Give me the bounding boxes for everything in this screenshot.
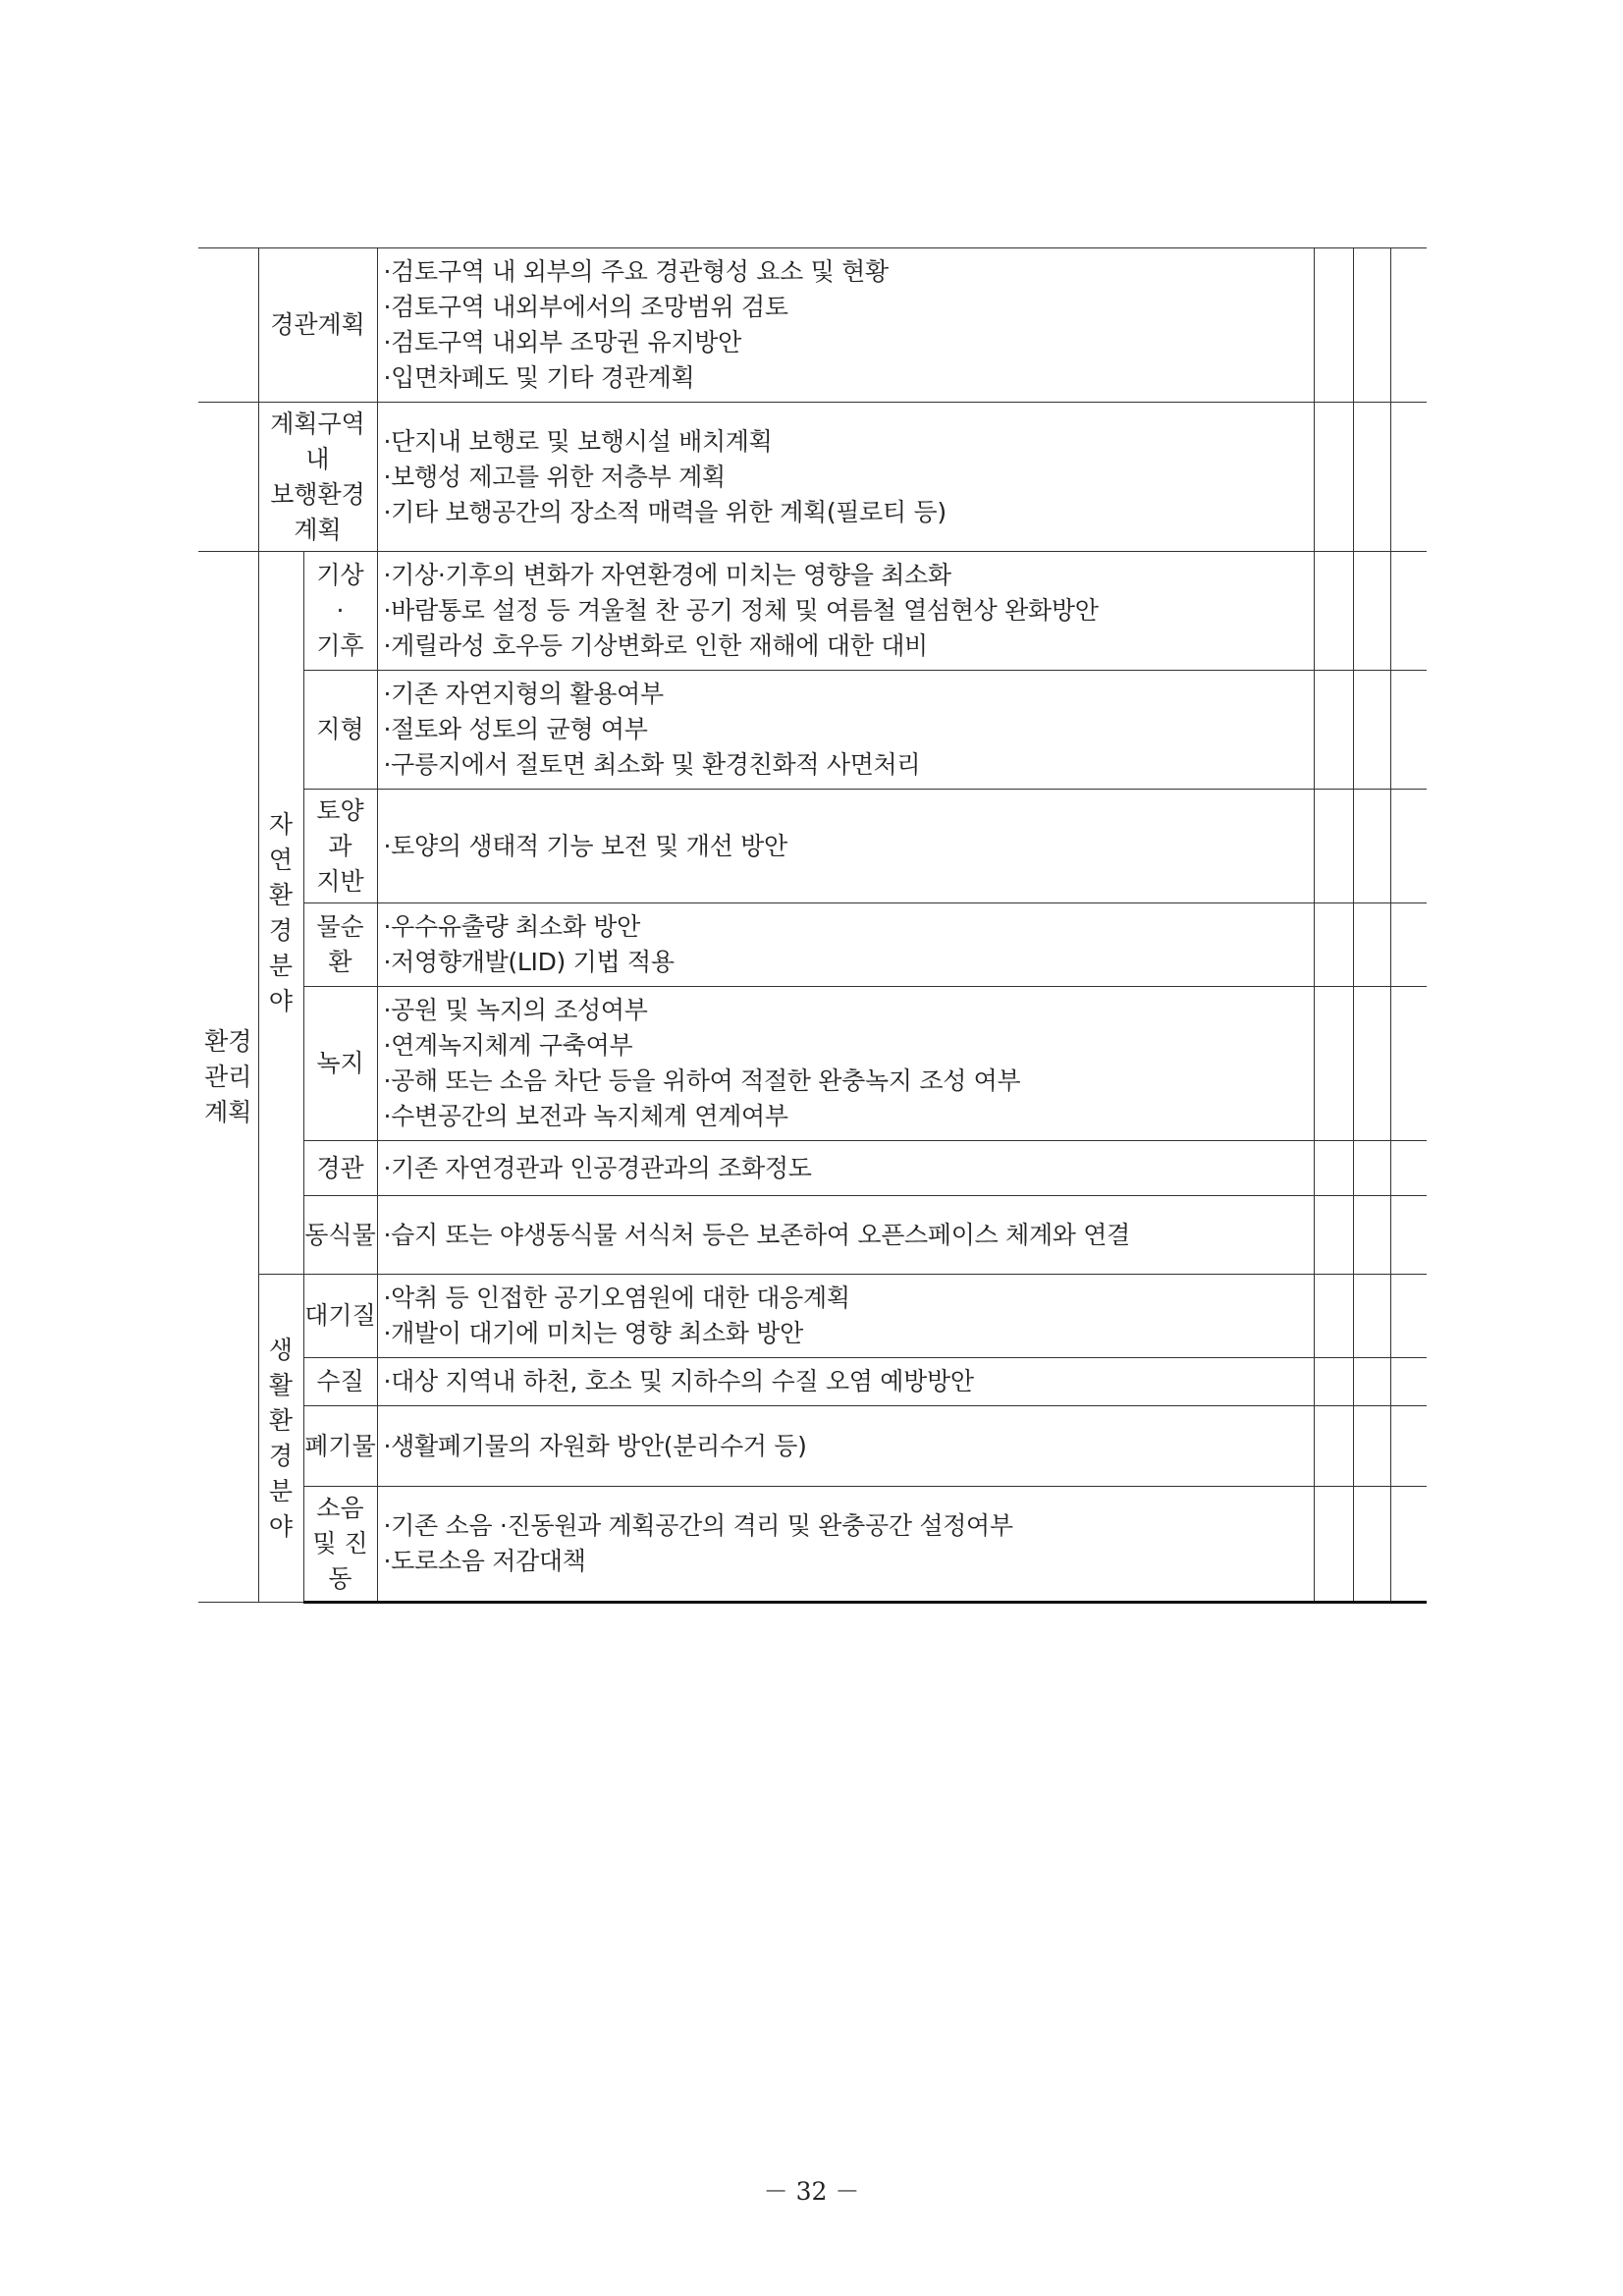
subcategory-line: 기후 xyxy=(316,631,364,660)
subcategory-line: 동식물 xyxy=(304,1220,376,1249)
check-item: ·게릴라성 호우등 기상변화로 인한 재해에 대한 대비 xyxy=(383,631,928,660)
check-item: ·검토구역 내 외부의 주요 경관형성 요소 및 현황 xyxy=(383,257,889,286)
category-label xyxy=(258,403,377,552)
env-plan-label-line: 환경 xyxy=(204,1026,252,1056)
table-row xyxy=(198,1196,1427,1275)
check-item: ·검토구역 내외부 조망권 유지방안 xyxy=(383,328,742,356)
living-env-char: 경 xyxy=(268,1441,294,1470)
check-item: ·기상·기후의 변화가 자연환경에 미치는 영향을 최소화 xyxy=(383,561,951,589)
check-item: ·공원 및 녹지의 조성여부 xyxy=(383,996,648,1024)
check-column-cell xyxy=(1314,248,1353,403)
check-item: ·절토와 성토의 균형 여부 xyxy=(383,715,648,743)
check-column-cell xyxy=(1390,1141,1427,1196)
items-cell xyxy=(377,1487,1314,1603)
section-label-cell xyxy=(198,248,258,403)
check-column-cell xyxy=(1353,552,1390,671)
check-column-cell xyxy=(1314,1487,1353,1603)
env-plan-label-line: 계획 xyxy=(204,1097,252,1126)
subcategory-line: 녹지 xyxy=(316,1049,364,1077)
check-item: ·습지 또는 야생동식물 서식처 등은 보존하여 오픈스페이스 체계와 연결 xyxy=(383,1220,1130,1249)
page-number: － 32 － xyxy=(763,2177,860,2206)
items-cell xyxy=(377,987,1314,1141)
check-column-cell xyxy=(1353,1141,1390,1196)
check-column-cell xyxy=(1314,903,1353,987)
table-row xyxy=(198,671,1427,790)
living-env-char: 활 xyxy=(268,1370,294,1399)
check-item: ·도로소음 저감대책 xyxy=(383,1547,586,1575)
table-row xyxy=(198,552,1427,671)
subcategory-line: 지형 xyxy=(316,715,364,743)
check-column-cell xyxy=(1353,1275,1390,1358)
living-env-char: 분 xyxy=(268,1476,294,1505)
items-cell xyxy=(377,403,1314,552)
check-column-cell xyxy=(1314,1406,1353,1487)
check-column-cell xyxy=(1353,1406,1390,1487)
items-cell xyxy=(377,790,1314,903)
items-cell xyxy=(377,1358,1314,1406)
natural-env-char: 환 xyxy=(268,880,294,909)
check-column-cell xyxy=(1353,1196,1390,1275)
subcategory-label xyxy=(303,1196,377,1275)
check-column-cell xyxy=(1353,1487,1390,1603)
subcategory-line: 물순 xyxy=(316,912,364,941)
check-item: ·입면차폐도 및 기타 경관계획 xyxy=(383,363,695,392)
check-item: ·기타 보행공간의 장소적 매력을 위한 계획(필로티 등) xyxy=(383,497,947,526)
natural-env-char: 분 xyxy=(268,951,294,980)
table-row xyxy=(198,248,1427,403)
table-row xyxy=(198,1275,1427,1358)
check-column-cell xyxy=(1314,1196,1353,1275)
env-plan-label xyxy=(198,552,258,1603)
check-column-cell xyxy=(1314,987,1353,1141)
check-column-cell xyxy=(1353,903,1390,987)
subcategory-label xyxy=(303,1275,377,1358)
check-column-cell xyxy=(1390,671,1427,790)
check-column-cell xyxy=(1314,671,1353,790)
items-cell xyxy=(377,1196,1314,1275)
check-column-cell xyxy=(1353,403,1390,552)
subcategory-label xyxy=(303,790,377,903)
subcategory-line: 지반 xyxy=(316,866,364,896)
subcategory-label xyxy=(303,552,377,671)
items-cell xyxy=(377,1406,1314,1487)
check-column-cell xyxy=(1390,248,1427,403)
subcategory-label xyxy=(303,1358,377,1406)
check-column-cell xyxy=(1353,987,1390,1141)
table-row xyxy=(198,1358,1427,1406)
check-column-cell xyxy=(1390,903,1427,987)
items-cell xyxy=(377,903,1314,987)
check-item: ·수변공간의 보전과 녹지체계 연계여부 xyxy=(383,1102,788,1130)
subcategory-label xyxy=(303,1487,377,1603)
check-column-cell xyxy=(1390,1275,1427,1358)
natural-env-char: 경 xyxy=(268,915,294,945)
subcategory-line: 소음 xyxy=(316,1494,364,1522)
items-cell xyxy=(377,1141,1314,1196)
natural-env-char: 자 xyxy=(268,809,294,839)
check-column-cell xyxy=(1353,248,1390,403)
subcategory-line: 폐기물 xyxy=(304,1431,376,1460)
living-env-char: 야 xyxy=(268,1511,294,1541)
subcategory-line: 및 진 xyxy=(312,1529,368,1558)
check-column-cell xyxy=(1390,1358,1427,1406)
natural-env-char: 연 xyxy=(268,845,294,874)
check-column-cell xyxy=(1390,1196,1427,1275)
check-column-cell xyxy=(1390,1487,1427,1603)
check-item: ·개발이 대기에 미치는 영향 최소화 방안 xyxy=(383,1319,803,1347)
natural-env-char: 야 xyxy=(268,986,294,1015)
checklist-body xyxy=(198,248,1427,1603)
check-column-cell xyxy=(1390,403,1427,552)
check-column-cell xyxy=(1314,1358,1353,1406)
check-column-cell xyxy=(1353,671,1390,790)
check-item: ·기존 자연경관과 인공경관과의 조화정도 xyxy=(383,1153,812,1182)
subcategory-line: 동 xyxy=(328,1564,352,1593)
check-column-cell xyxy=(1390,790,1427,903)
subcategory-line: 기상 xyxy=(316,561,364,589)
check-column-cell xyxy=(1314,790,1353,903)
check-item: ·연계녹지체계 구축여부 xyxy=(383,1031,633,1060)
section-label-cell xyxy=(198,403,258,552)
check-item: ·생활폐기물의 자원화 방안(분리수거 등) xyxy=(383,1431,807,1460)
living-env-label xyxy=(258,1275,303,1603)
table-row xyxy=(198,1487,1427,1603)
table-row xyxy=(198,790,1427,903)
subcategory-label xyxy=(303,903,377,987)
check-column-cell xyxy=(1314,552,1353,671)
check-item: ·단지내 보행로 및 보행시설 배치계획 xyxy=(383,426,773,456)
living-env-char: 환 xyxy=(268,1405,294,1435)
category-label-line: 계획구역내 xyxy=(270,409,365,473)
subcategory-line: 경관 xyxy=(316,1153,364,1182)
check-column-cell xyxy=(1390,552,1427,671)
subcategory-line: 토양 xyxy=(316,795,364,825)
checklist-table xyxy=(198,247,1427,1604)
check-item: ·악취 등 인접한 공기오염원에 대한 대응계획 xyxy=(383,1284,850,1312)
subcategory-label xyxy=(303,987,377,1141)
items-cell xyxy=(377,671,1314,790)
table-row xyxy=(198,1406,1427,1487)
natural-env-label xyxy=(258,552,303,1275)
table-row xyxy=(198,987,1427,1141)
check-item: ·우수유출량 최소화 방안 xyxy=(383,912,640,941)
check-item: ·저영향개발(LID) 기법 적용 xyxy=(383,948,675,976)
category-label-line: 계획 xyxy=(294,515,342,544)
subcategory-line: 대기질 xyxy=(304,1301,376,1330)
subcategory-line: · xyxy=(336,596,345,625)
check-item: ·검토구역 내외부에서의 조망범위 검토 xyxy=(383,293,788,321)
check-item: ·구릉지에서 절토면 최소화 및 환경친화적 사면처리 xyxy=(383,750,921,779)
category-label: 경관계획 xyxy=(258,248,377,403)
check-item: ·공해 또는 소음 차단 등을 위하여 적절한 완충녹지 조성 여부 xyxy=(383,1066,1021,1095)
subcategory-label xyxy=(303,1141,377,1196)
check-column-cell xyxy=(1353,790,1390,903)
subcategory-line: 과 xyxy=(328,831,352,860)
items-cell xyxy=(377,552,1314,671)
check-column-cell xyxy=(1390,1406,1427,1487)
items-cell xyxy=(377,248,1314,403)
category-label-line: 보행환경 xyxy=(270,479,365,509)
check-column-cell xyxy=(1353,1358,1390,1406)
subcategory-label xyxy=(303,671,377,790)
table-row xyxy=(198,1141,1427,1196)
check-column-cell xyxy=(1314,1141,1353,1196)
env-plan-label-line: 관리 xyxy=(204,1062,252,1091)
check-item: ·기존 자연지형의 활용여부 xyxy=(383,680,664,708)
subcategory-label xyxy=(303,1406,377,1487)
living-env-char: 생 xyxy=(268,1335,294,1364)
subcategory-line: 환 xyxy=(328,948,352,976)
check-column-cell xyxy=(1390,987,1427,1141)
table-row xyxy=(198,903,1427,987)
items-cell xyxy=(377,1275,1314,1358)
check-item: ·바람통로 설정 등 겨울철 찬 공기 정체 및 여름철 열섬현상 완화방안 xyxy=(383,596,1099,625)
check-item: ·기존 소음 ·진동원과 계획공간의 격리 및 완충공간 설정여부 xyxy=(383,1511,1013,1540)
check-item: ·보행성 제고를 위한 저층부 계획 xyxy=(383,462,726,491)
table-row xyxy=(198,403,1427,552)
check-item: ·토양의 생태적 기능 보전 및 개선 방안 xyxy=(383,831,787,860)
subcategory-line: 수질 xyxy=(316,1367,364,1395)
check-column-cell xyxy=(1314,403,1353,552)
check-item: ·대상 지역내 하천, 호소 및 지하수의 수질 오염 예방방안 xyxy=(383,1367,974,1395)
check-column-cell xyxy=(1314,1275,1353,1358)
